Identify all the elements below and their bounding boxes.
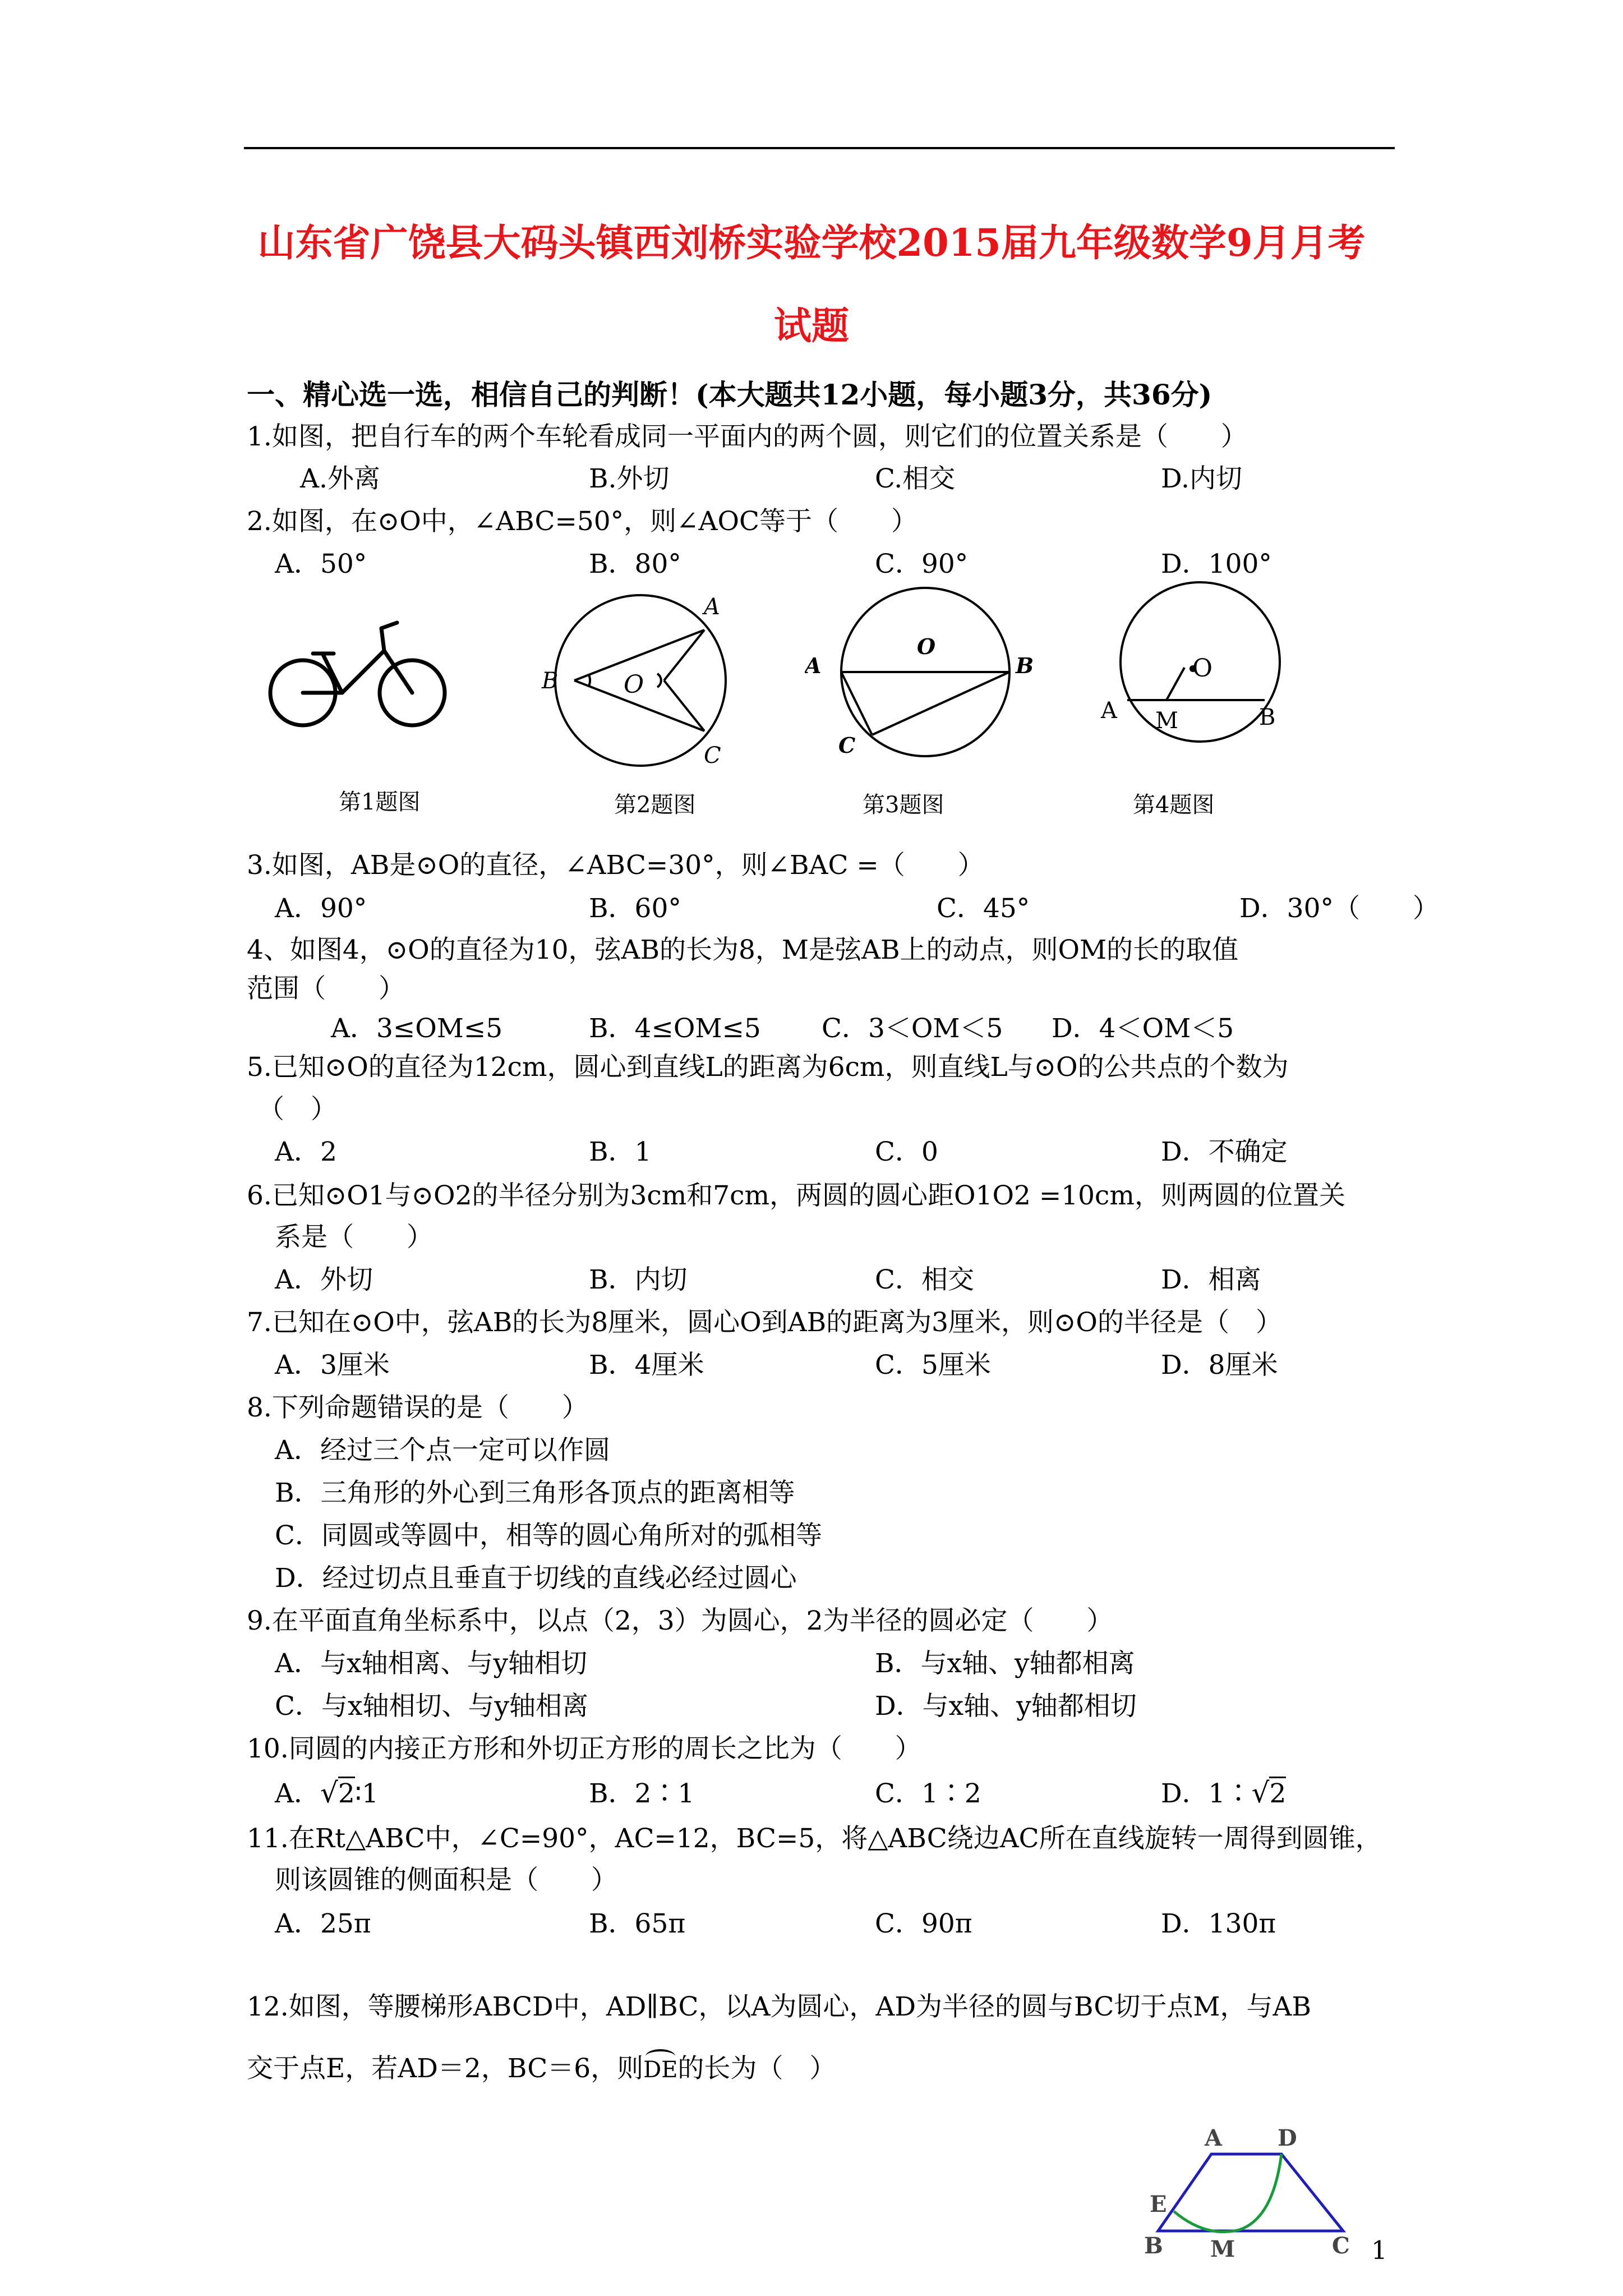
q12-stem-post: 的长为（ ） xyxy=(677,2053,836,2084)
fig3-caption: 第3题图 xyxy=(863,792,944,818)
q1-option-b: B.外切 xyxy=(589,463,670,494)
fig3-label-b: B xyxy=(1016,653,1034,678)
q10-option-c: C．1∶2 xyxy=(875,1778,981,1809)
fig1-bicycle xyxy=(264,617,454,740)
q1-option-d: D.内切 xyxy=(1161,463,1242,494)
arc-de-shape xyxy=(1174,2154,1281,2232)
fig4-label-a: A xyxy=(1101,698,1117,724)
fig12-label-e: E xyxy=(1150,2191,1167,2217)
q6-option-d: D．相离 xyxy=(1161,1264,1261,1295)
q8-option-c: C．同圆或等圆中，相等的圆心角所对的弧相等 xyxy=(275,1520,822,1551)
q5-option-d: D．不确定 xyxy=(1161,1137,1288,1167)
q5-option-b: B．1 xyxy=(589,1137,652,1167)
q10-option-d xyxy=(1161,1773,1286,1810)
q1-option-c: C.相交 xyxy=(875,463,956,494)
q4-stem-line1: 4、如图4，⊙O的直径为10，弦AB的长为8，M是弦AB上的动点，则OM的长的取值 xyxy=(247,935,1239,965)
q8-option-b: B．三角形的外心到三角形各顶点的距离相等 xyxy=(275,1478,795,1508)
fig12-label-a: A xyxy=(1205,2125,1223,2151)
q3-option-b: B．60° xyxy=(589,893,681,924)
section-heading: 一、精心选一选，相信自己的判断！(本大题共12小题，每小题3分，共36分) xyxy=(247,378,1212,411)
sqrt-symbol: √ xyxy=(1251,1777,1270,1809)
q12-stem-line1: 12.如图，等腰梯形ABCD中，AD∥BC，以A为圆心，AD为半径的圆与BC切于点M，与AB xyxy=(247,1991,1311,2022)
sqrt-symbol: √ xyxy=(320,1777,338,1809)
fig4-label-m: M xyxy=(1155,708,1178,734)
fig4-label-b: B xyxy=(1259,705,1276,730)
q8-stem: 8.下列命题错误的是（ ） xyxy=(247,1392,588,1423)
q3-stem: 3.如图，AB是⊙O的直径，∠ABC=30°，则∠BAC =（ ） xyxy=(247,850,984,881)
q10-option-a xyxy=(275,1773,379,1810)
fig12-label-b: B xyxy=(1144,2233,1163,2259)
q1-stem: 1.如图，把自行车的两个车轮看成同一平面内的两个圆，则它们的位置关系是（ ） xyxy=(247,421,1247,452)
sqrt-radicand: 2 xyxy=(338,1777,355,1809)
fig4-caption: 第4题图 xyxy=(1133,792,1215,818)
q7-stem: 7.已知在⊙O中，弦AB的长为8厘米，圆心O到AB的距离为3厘米，则⊙O的半径是（ ） xyxy=(247,1307,1282,1338)
q9-option-b: B．与x轴、y轴都相离 xyxy=(875,1648,1135,1679)
q6-option-c: C．相交 xyxy=(875,1264,974,1295)
q10-option-a-tail: ∶1 xyxy=(354,1778,379,1809)
q9-option-c: C．与x轴相切、与y轴相离 xyxy=(275,1691,589,1722)
fig12-label-d: D xyxy=(1278,2125,1297,2151)
q2-option-b: B．80° xyxy=(589,549,681,579)
q6-option-a: A．外切 xyxy=(275,1264,373,1295)
q10-option-a-label: A． xyxy=(275,1778,320,1809)
q11-option-a: A．25π xyxy=(275,1908,371,1939)
q11-option-c: C．90π xyxy=(875,1908,972,1939)
sqrt-radicand: 2 xyxy=(1269,1777,1286,1809)
fig2-label-o: O xyxy=(624,670,644,699)
fig2-label-a: A xyxy=(704,594,720,620)
fig1-caption: 第1题图 xyxy=(339,789,421,815)
q9-option-d: D．与x轴、y轴都相切 xyxy=(875,1691,1137,1722)
q5-option-a: A．2 xyxy=(275,1137,337,1167)
q6-stem-line2: 系是（ ） xyxy=(275,1222,433,1253)
q11-option-b: B．65π xyxy=(589,1908,686,1939)
q2-option-c: C．90° xyxy=(875,549,969,579)
fig4-label-o: O xyxy=(1192,654,1213,683)
q1-option-a: A.外离 xyxy=(300,463,380,494)
q10-option-d-label: D．1∶ xyxy=(1161,1778,1252,1809)
q4-option-b: B．4≤OM≤5 xyxy=(589,1013,761,1044)
q2-option-a: A．50° xyxy=(275,549,367,579)
q5-stem-line1: 5.已知⊙O的直径为12cm，圆心到直线L的距离为6cm，则直线L与⊙O的公共点的个数为 xyxy=(247,1052,1289,1083)
q11-stem-line2: 则该圆锥的侧面积是（ ） xyxy=(275,1865,617,1895)
q9-option-a: A．与x轴相离、与y轴相切 xyxy=(275,1648,587,1679)
fig2-circle xyxy=(527,581,740,777)
q6-stem-line1: 6.已知⊙O1与⊙O2的半径分别为3cm和7cm，两圆的圆心距O1O2 =10cm，则两圆的位置关 xyxy=(247,1180,1345,1211)
q9-stem: 9.在平面直角坐标系中，以点（2，3）为圆心，2为半径的圆必定（ ） xyxy=(247,1605,1113,1636)
q4-stem-line2: 范围（ ） xyxy=(247,973,405,1004)
q11-option-d: D．130π xyxy=(1161,1908,1276,1939)
q8-option-a: A．经过三个点一定可以作圆 xyxy=(275,1435,610,1466)
q12-stem-pre: 交于点E，若AD＝2，BC＝6，则 xyxy=(247,2053,644,2084)
q2-stem: 2.如图，在⊙O中，∠ABC=50°，则∠AOC等于（ ） xyxy=(247,506,917,537)
q7-option-d: D．8厘米 xyxy=(1161,1350,1278,1381)
fig2-caption: 第2题图 xyxy=(614,792,696,818)
q12-stem-line2 xyxy=(247,2047,836,2085)
fig12-label-c: C xyxy=(1332,2233,1350,2259)
q10-stem: 10.同圆的内接正方形和外切正方形的周长之比为（ ） xyxy=(247,1733,921,1764)
q5-stem-line2: （ ） xyxy=(258,1094,337,1125)
q8-option-d: D．经过切点且垂直于切线的直线必经过圆心 xyxy=(275,1563,797,1594)
q3-option-d: D．30°（ ） xyxy=(1239,893,1439,924)
q7-option-a: A．3厘米 xyxy=(275,1350,390,1381)
fig3-label-c: C xyxy=(838,733,856,758)
header-rule xyxy=(244,147,1395,149)
q11-stem-line1: 11.在Rt△ABC中，∠C=90°，AC=12，BC=5，将△ABC绕边AC所在直线旋转一周得到圆锥， xyxy=(247,1823,1382,1854)
q10-option-b: B．2∶1 xyxy=(589,1778,695,1809)
arc-de: DE xyxy=(643,2057,678,2083)
q4-option-a: A．3≤OM≤5 xyxy=(331,1013,503,1044)
fig2-label-b: B xyxy=(542,668,559,694)
q5-option-c: C．0 xyxy=(875,1137,938,1167)
q4-option-d: D．4＜OM＜5 xyxy=(1052,1013,1234,1044)
q2-option-d: D．100° xyxy=(1161,549,1272,579)
q3-option-a: A．90° xyxy=(275,893,367,924)
fig3-circle xyxy=(805,578,1040,769)
page-number: 1 xyxy=(1371,2235,1387,2265)
fig2-label-c: C xyxy=(704,743,721,769)
page-title-line2: 试题 xyxy=(774,303,849,348)
page-title-line1: 山东省广饶县大码头镇西刘桥实验学校2015届九年级数学9月月考 xyxy=(257,220,1366,265)
q4-option-c: C．3＜OM＜5 xyxy=(822,1013,1003,1044)
fig3-label-o: O xyxy=(917,634,936,659)
fig4-circle xyxy=(1099,578,1301,757)
q6-option-b: B．内切 xyxy=(589,1264,688,1295)
q3-option-c: C．45° xyxy=(937,893,1030,924)
fig12-label-m: M xyxy=(1210,2236,1235,2262)
fig3-label-a: A xyxy=(805,653,822,678)
q7-option-b: B．4厘米 xyxy=(589,1350,704,1381)
q7-option-c: C．5厘米 xyxy=(875,1350,991,1381)
